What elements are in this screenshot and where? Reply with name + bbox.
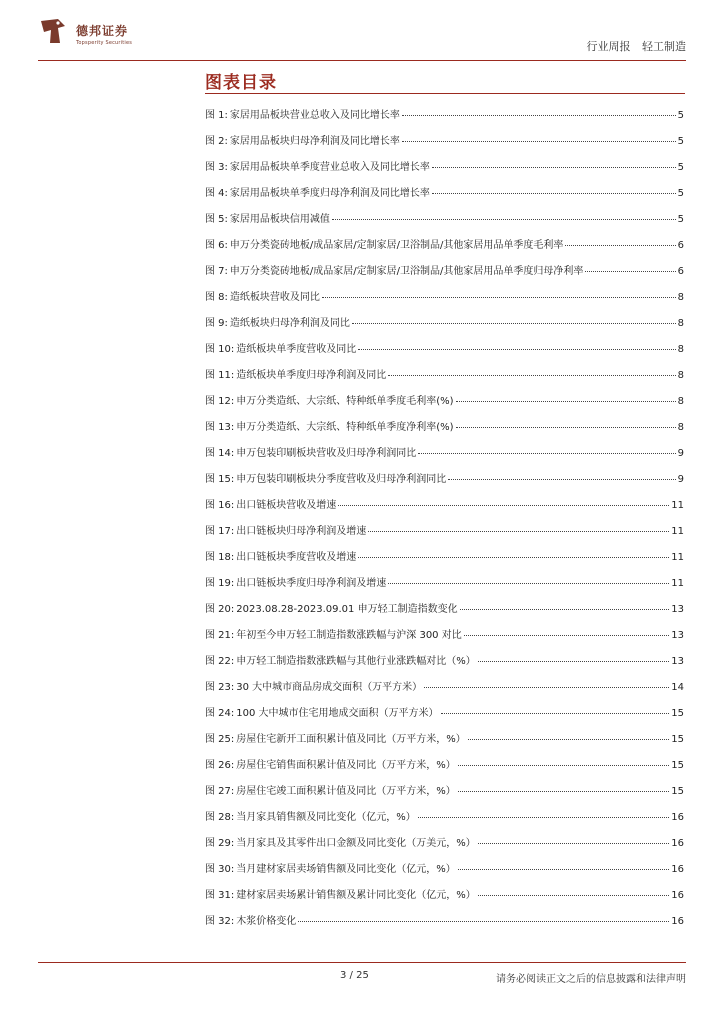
- toc-entry-label: 图 6:: [205, 240, 228, 251]
- toc-entry-label: 图 28:: [205, 812, 235, 823]
- toc-entry[interactable]: [205, 519, 684, 545]
- toc-entry[interactable]: [205, 129, 684, 155]
- toc-entry-title: 家居用品板块单季度归母净利润及同比增长率: [229, 188, 430, 199]
- toc-entry[interactable]: [205, 493, 684, 519]
- toc-entry-label: 图 32:: [205, 916, 235, 927]
- toc-entry-label: 图 1:: [205, 110, 228, 121]
- toc-dot-leader: [448, 479, 675, 480]
- logo-icon: [38, 16, 68, 46]
- toc-entry-page: 9: [677, 474, 684, 485]
- toc-entry-label: 图 14:: [205, 448, 235, 459]
- toc-entry-label: 图 11:: [205, 370, 235, 381]
- toc-entry[interactable]: [205, 415, 684, 441]
- toc-dot-leader: [418, 453, 675, 454]
- toc-dot-leader: [460, 609, 670, 610]
- toc-dot-leader: [458, 791, 669, 792]
- toc-entry[interactable]: [205, 467, 684, 493]
- toc-entry-page: 5: [677, 214, 684, 225]
- toc-entry-title: 申万包装印刷板块分季度营收及归母净利润同比: [236, 474, 447, 485]
- toc-dot-leader: [298, 921, 669, 922]
- logo-english-name: Topsperity Securities: [76, 40, 133, 46]
- toc-entry-page: 8: [677, 370, 684, 381]
- toc-entry-label: 图 12:: [205, 396, 235, 407]
- toc-entry-label: 图 20:: [205, 604, 235, 615]
- toc-dot-leader: [332, 219, 676, 220]
- toc-entry-label: 图 29:: [205, 838, 235, 849]
- toc-dot-leader: [565, 245, 675, 246]
- toc-entry-page: 15: [671, 760, 684, 771]
- toc-entry-label: 图 16:: [205, 500, 235, 511]
- toc-dot-leader: [441, 713, 670, 714]
- report-type: 行业周报: [586, 40, 631, 53]
- toc-dot-leader: [478, 661, 669, 662]
- toc-entry-label: 图 4:: [205, 188, 228, 199]
- toc-entry-label: 图 25:: [205, 734, 235, 745]
- toc-dot-leader: [432, 193, 676, 194]
- toc-entry-page: 11: [671, 578, 684, 589]
- toc-entry-title: 房屋住宅销售面积累计值及同比（万平方米，%）: [236, 760, 456, 771]
- toc-dot-leader: [585, 271, 675, 272]
- toc-entry-page: 16: [671, 812, 684, 823]
- toc-dot-leader: [464, 635, 670, 636]
- toc-entry-title: 当月家具及其零件出口金额及同比变化（万美元，%）: [236, 838, 476, 849]
- toc-entry-page: 14: [671, 682, 684, 693]
- toc-entry-title: 家居用品板块营业总收入及同比增长率: [229, 110, 400, 121]
- toc-entry[interactable]: [205, 857, 684, 883]
- toc-dot-leader: [358, 349, 675, 350]
- toc-entry-page: 16: [671, 890, 684, 901]
- toc-entry[interactable]: [205, 285, 684, 311]
- toc-entry-label: 图 19:: [205, 578, 235, 589]
- toc-entry[interactable]: [205, 727, 684, 753]
- toc-entry[interactable]: [205, 779, 684, 805]
- toc-dot-leader: [322, 297, 676, 298]
- toc-entry[interactable]: [205, 259, 684, 285]
- toc-dot-leader: [458, 869, 669, 870]
- toc-entry-title: 当月家具销售额及同比变化（亿元，%）: [236, 812, 416, 823]
- table-of-figures: [205, 103, 684, 935]
- toc-entry-label: 图 22:: [205, 656, 235, 667]
- toc-entry-title: 年初至今申万轻工制造指数涨跌幅与沪深 300 对比: [236, 630, 462, 641]
- industry-name: 轻工制造: [642, 40, 686, 53]
- toc-entry[interactable]: [205, 753, 684, 779]
- toc-entry-title: 家居用品板块单季度营业总收入及同比增长率: [229, 162, 430, 173]
- toc-entry-title: 申万分类瓷砖地板/成品家居/定制家居/卫浴制品/其他家居用品单季度毛利率: [229, 240, 564, 251]
- page-header: [38, 10, 686, 62]
- toc-dot-leader: [478, 895, 669, 896]
- toc-entry[interactable]: [205, 389, 684, 415]
- toc-entry[interactable]: [205, 103, 684, 129]
- toc-entry[interactable]: [205, 337, 684, 363]
- toc-entry-title: 家居用品板块信用减值: [229, 214, 330, 225]
- title-divider: [205, 93, 685, 94]
- toc-entry[interactable]: [205, 675, 684, 701]
- toc-entry[interactable]: [205, 233, 684, 259]
- toc-entry-page: 5: [677, 136, 684, 147]
- toc-dot-leader: [388, 375, 675, 376]
- toc-entry-page: 6: [677, 240, 684, 251]
- toc-entry-page: 13: [671, 604, 684, 615]
- toc-entry[interactable]: [205, 597, 684, 623]
- toc-entry-label: 图 26:: [205, 760, 235, 771]
- toc-entry-title: 造纸板块营收及同比: [229, 292, 320, 303]
- toc-entry-page: 5: [677, 110, 684, 121]
- toc-entry-title: 造纸板块单季度营收及同比: [236, 344, 357, 355]
- logo-chinese-name: 德邦证券: [76, 24, 129, 38]
- toc-entry-page: 6: [677, 266, 684, 277]
- toc-entry-page: 9: [677, 448, 684, 459]
- toc-entry-page: 11: [671, 526, 684, 537]
- toc-entry-page: 8: [677, 292, 684, 303]
- toc-dot-leader: [468, 739, 669, 740]
- toc-entry-page: 5: [677, 188, 684, 199]
- toc-entry-title: 申万包装印刷板块营收及归母净利润同比: [236, 448, 417, 459]
- toc-entry[interactable]: [205, 909, 684, 935]
- toc-entry[interactable]: [205, 805, 684, 831]
- toc-dot-leader: [432, 167, 676, 168]
- toc-entry-label: 图 17:: [205, 526, 235, 537]
- header-tags: [579, 38, 687, 54]
- toc-entry-page: 16: [671, 916, 684, 927]
- toc-entry[interactable]: [205, 441, 684, 467]
- toc-entry-label: 图 15:: [205, 474, 235, 485]
- toc-dot-leader: [358, 557, 669, 558]
- toc-dot-leader: [418, 817, 669, 818]
- toc-dot-leader: [388, 583, 669, 584]
- company-logo: [38, 16, 148, 56]
- toc-entry[interactable]: [205, 649, 684, 675]
- toc-entry-title: 出口链板块季度营收及增速: [236, 552, 357, 563]
- toc-dot-leader: [402, 115, 676, 116]
- toc-entry[interactable]: [205, 883, 684, 909]
- toc-entry-title: 房屋住宅新开工面积累计值及同比（万平方米，%）: [236, 734, 466, 745]
- header-divider: [38, 60, 686, 61]
- toc-entry[interactable]: [205, 363, 684, 389]
- toc-entry-title: 出口链板块营收及增速: [236, 500, 337, 511]
- toc-entry-title: 建材家居卖场累计销售额及累计同比变化（亿元，%）: [236, 890, 476, 901]
- toc-dot-leader: [456, 427, 676, 428]
- toc-entry-label: 图 8:: [205, 292, 228, 303]
- toc-entry-page: 15: [671, 734, 684, 745]
- toc-entry-page: 13: [671, 656, 684, 667]
- toc-entry-title: 申万分类造纸、大宗纸、特种纸单季度毛利率(%): [236, 396, 454, 407]
- toc-entry-title: 出口链板块季度归母净利润及增速: [236, 578, 387, 589]
- toc-entry-label: 图 18:: [205, 552, 235, 563]
- toc-entry-page: 5: [677, 162, 684, 173]
- toc-entry-label: 图 27:: [205, 786, 235, 797]
- toc-entry-title: 30 大中城市商品房成交面积（万平方米）: [236, 682, 423, 693]
- toc-entry-title: 申万分类瓷砖地板/成品家居/定制家居/卫浴制品/其他家居用品单季度归母净利率: [229, 266, 584, 277]
- toc-entry-label: 图 21:: [205, 630, 235, 641]
- toc-dot-leader: [424, 687, 669, 688]
- toc-entry[interactable]: [205, 545, 684, 571]
- toc-dot-leader: [402, 141, 676, 142]
- toc-entry-page: 16: [671, 864, 684, 875]
- toc-title: 图表目录: [205, 73, 277, 93]
- toc-entry-page: 13: [671, 630, 684, 641]
- toc-entry-label: 图 10:: [205, 344, 235, 355]
- toc-entry-label: 图 2:: [205, 136, 228, 147]
- toc-entry-label: 图 5:: [205, 214, 228, 225]
- toc-entry-page: 16: [671, 838, 684, 849]
- toc-dot-leader: [458, 765, 669, 766]
- toc-entry-title: 当月建材家居卖场销售额及同比变化（亿元，%）: [236, 864, 456, 875]
- toc-entry-page: 8: [677, 422, 684, 433]
- toc-entry-label: 图 9:: [205, 318, 228, 329]
- toc-entry-title: 造纸板块归母净利润及同比: [229, 318, 350, 329]
- toc-entry-title: 木浆价格变化: [236, 916, 297, 927]
- toc-entry-title: 申万轻工制造指数涨跌幅与其他行业涨跌幅对比（%）: [236, 656, 476, 667]
- toc-entry-page: 15: [671, 708, 684, 719]
- toc-entry[interactable]: [205, 831, 684, 857]
- toc-entry-page: 8: [677, 318, 684, 329]
- toc-entry-label: 图 23:: [205, 682, 235, 693]
- toc-entry-title: 出口链板块归母净利润及增速: [236, 526, 367, 537]
- footer-divider: [38, 962, 686, 963]
- toc-entry-page: 11: [671, 552, 684, 563]
- toc-entry[interactable]: [205, 623, 684, 649]
- toc-dot-leader: [368, 531, 669, 532]
- toc-entry-page: 15: [671, 786, 684, 797]
- toc-entry-label: 图 30:: [205, 864, 235, 875]
- toc-dot-leader: [478, 843, 669, 844]
- toc-entry-page: 11: [671, 500, 684, 511]
- toc-entry-title: 100 大中城市住宅用地成交面积（万平方米）: [236, 708, 439, 719]
- legal-disclaimer: 请务必阅读正文之后的信息披露和法律声明: [496, 974, 686, 985]
- toc-entry-label: 图 31:: [205, 890, 235, 901]
- toc-entry[interactable]: [205, 701, 684, 727]
- toc-entry-page: 8: [677, 396, 684, 407]
- toc-entry[interactable]: [205, 571, 684, 597]
- toc-entry-label: 图 3:: [205, 162, 228, 173]
- toc-entry-title: 造纸板块单季度归母净利润及同比: [236, 370, 387, 381]
- toc-entry[interactable]: [205, 207, 684, 233]
- toc-entry-title: 申万分类造纸、大宗纸、特种纸单季度净利率(%): [236, 422, 454, 433]
- toc-entry-title: 房屋住宅竣工面积累计值及同比（万平方米，%）: [236, 786, 456, 797]
- page-number: 3 / 25: [340, 970, 369, 981]
- toc-dot-leader: [352, 323, 676, 324]
- toc-entry-label: 图 24:: [205, 708, 235, 719]
- toc-entry[interactable]: [205, 311, 684, 337]
- toc-entry-title: 2023.08.28-2023.09.01 申万轻工制造指数变化: [236, 604, 458, 615]
- toc-entry-label: 图 7:: [205, 266, 228, 277]
- toc-dot-leader: [338, 505, 669, 506]
- toc-entry-title: 家居用品板块归母净利润及同比增长率: [229, 136, 400, 147]
- toc-entry-page: 8: [677, 344, 684, 355]
- toc-entry[interactable]: [205, 155, 684, 181]
- toc-dot-leader: [456, 401, 676, 402]
- toc-entry[interactable]: [205, 181, 684, 207]
- toc-entry-label: 图 13:: [205, 422, 235, 433]
